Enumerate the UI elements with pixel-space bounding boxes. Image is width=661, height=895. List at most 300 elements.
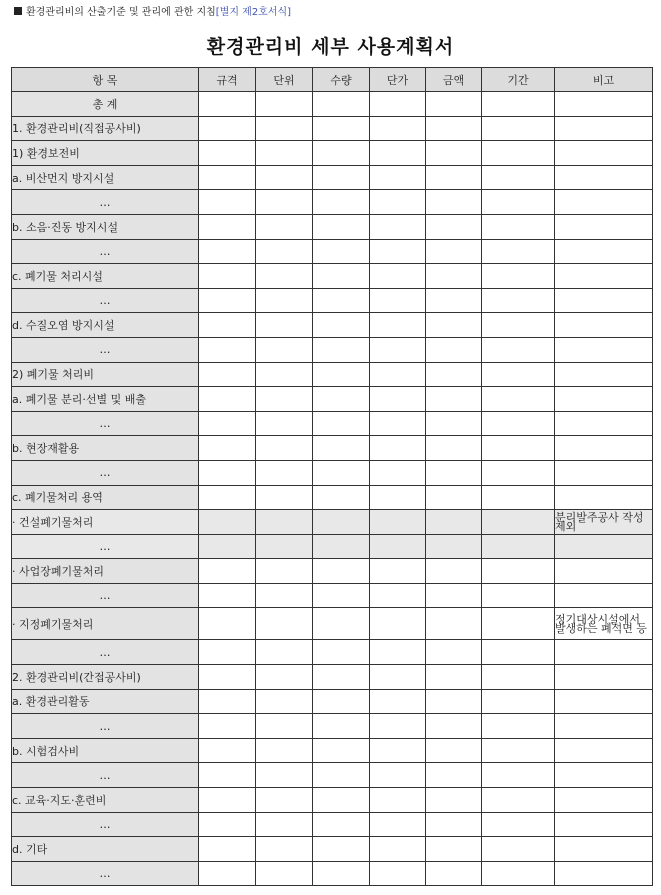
unit-price-cell[interactable] <box>370 239 426 264</box>
period-cell[interactable] <box>482 214 555 239</box>
row-label: … <box>12 534 199 559</box>
amount-cell[interactable] <box>426 411 482 436</box>
period-cell[interactable] <box>482 583 555 608</box>
amount-cell[interactable] <box>426 190 482 215</box>
unit-price-cell[interactable] <box>370 665 426 690</box>
remarks-cell[interactable] <box>555 559 653 584</box>
column-header-unit: 단위 <box>256 68 313 92</box>
spec-cell[interactable] <box>199 288 256 313</box>
unit-price-cell[interactable] <box>370 608 426 640</box>
remarks-cell[interactable] <box>555 763 653 788</box>
spec-cell[interactable] <box>199 214 256 239</box>
remarks-cell[interactable] <box>555 788 653 813</box>
remarks-cell[interactable] <box>555 214 653 239</box>
spec-cell[interactable] <box>199 313 256 338</box>
unit-cell[interactable] <box>256 165 313 190</box>
unit-price-cell[interactable] <box>370 313 426 338</box>
row-label: c. 폐기물처리 용역 <box>12 485 199 510</box>
quantity-cell[interactable] <box>313 214 370 239</box>
amount-cell[interactable] <box>426 337 482 362</box>
column-header-remarks: 비고 <box>555 68 653 92</box>
table-row <box>12 387 653 412</box>
quantity-cell[interactable] <box>313 837 370 862</box>
spec-cell[interactable] <box>199 362 256 387</box>
unit-price-cell[interactable] <box>370 738 426 763</box>
quantity-cell[interactable] <box>313 288 370 313</box>
spec-cell[interactable] <box>199 190 256 215</box>
column-header-spec: 규격 <box>199 68 256 92</box>
spec-cell[interactable] <box>199 436 256 461</box>
quantity-cell[interactable] <box>313 141 370 166</box>
remarks-cell[interactable] <box>555 534 653 559</box>
remarks-cell[interactable] <box>555 812 653 837</box>
amount-cell[interactable] <box>426 510 482 535</box>
unit-price-cell[interactable] <box>370 264 426 289</box>
remarks-cell[interactable] <box>555 738 653 763</box>
amount-cell[interactable] <box>426 738 482 763</box>
row-label: · 사업장폐기물처리 <box>12 559 199 584</box>
amount-cell[interactable] <box>426 141 482 166</box>
quantity-cell[interactable] <box>313 640 370 665</box>
remarks-cell[interactable] <box>555 485 653 510</box>
row-label: a. 환경관리활동 <box>12 689 199 714</box>
row-label: c. 교육·지도·훈련비 <box>12 788 199 813</box>
row-label: … <box>12 763 199 788</box>
remarks-cell[interactable] <box>555 436 653 461</box>
amount-cell[interactable] <box>426 92 482 117</box>
remarks-cell[interactable] <box>555 190 653 215</box>
table-row <box>12 214 653 239</box>
spec-cell[interactable] <box>199 583 256 608</box>
spec-cell[interactable] <box>199 763 256 788</box>
row-label: b. 시험검사비 <box>12 738 199 763</box>
table-row <box>12 485 653 510</box>
unit-cell[interactable] <box>256 608 313 640</box>
unit-price-cell[interactable] <box>370 583 426 608</box>
spec-cell[interactable] <box>199 608 256 640</box>
unit-price-cell[interactable] <box>370 141 426 166</box>
amount-cell[interactable] <box>426 640 482 665</box>
period-cell[interactable] <box>482 738 555 763</box>
remarks-cell[interactable] <box>555 288 653 313</box>
remarks-cell[interactable] <box>555 313 653 338</box>
remarks-cell[interactable] <box>555 264 653 289</box>
period-cell[interactable] <box>482 411 555 436</box>
remarks-cell[interactable] <box>555 665 653 690</box>
spec-cell[interactable] <box>199 485 256 510</box>
unit-cell[interactable] <box>256 411 313 436</box>
row-label: 2) 폐기물 처리비 <box>12 362 199 387</box>
period-cell[interactable] <box>482 362 555 387</box>
table-row <box>12 460 653 485</box>
quantity-cell[interactable] <box>313 510 370 535</box>
period-cell[interactable] <box>482 485 555 510</box>
period-cell[interactable] <box>482 837 555 862</box>
amount-cell[interactable] <box>426 288 482 313</box>
row-label: … <box>12 714 199 739</box>
period-cell[interactable] <box>482 387 555 412</box>
remarks-cell[interactable] <box>555 165 653 190</box>
spec-cell[interactable] <box>199 165 256 190</box>
amount-cell[interactable] <box>426 165 482 190</box>
remarks-cell[interactable] <box>555 861 653 886</box>
row-label: d. 수질오염 방지시설 <box>12 313 199 338</box>
period-cell[interactable] <box>482 534 555 559</box>
period-cell[interactable] <box>482 239 555 264</box>
quantity-cell[interactable] <box>313 362 370 387</box>
spec-cell[interactable] <box>199 640 256 665</box>
amount-cell[interactable] <box>426 608 482 640</box>
unit-cell[interactable] <box>256 763 313 788</box>
unit-cell[interactable] <box>256 460 313 485</box>
unit-price-cell[interactable] <box>370 763 426 788</box>
unit-cell[interactable] <box>256 485 313 510</box>
spec-cell[interactable] <box>199 812 256 837</box>
unit-price-cell[interactable] <box>370 165 426 190</box>
quantity-cell[interactable] <box>313 583 370 608</box>
unit-price-cell[interactable] <box>370 337 426 362</box>
table-row <box>12 239 653 264</box>
period-cell[interactable] <box>482 608 555 640</box>
spec-cell[interactable] <box>199 92 256 117</box>
table-row <box>12 264 653 289</box>
amount-cell[interactable] <box>426 861 482 886</box>
amount-cell[interactable] <box>426 763 482 788</box>
spec-cell[interactable] <box>199 387 256 412</box>
unit-price-cell[interactable] <box>370 460 426 485</box>
quantity-cell[interactable] <box>313 608 370 640</box>
spec-cell[interactable] <box>199 534 256 559</box>
amount-cell[interactable] <box>426 559 482 584</box>
period-cell[interactable] <box>482 288 555 313</box>
quantity-cell[interactable] <box>313 460 370 485</box>
unit-price-cell[interactable] <box>370 788 426 813</box>
table-row <box>12 714 653 739</box>
amount-cell[interactable] <box>426 116 482 141</box>
period-cell[interactable] <box>482 460 555 485</box>
column-header-period: 기간 <box>482 68 555 92</box>
table-row <box>12 788 653 813</box>
quantity-cell[interactable] <box>313 861 370 886</box>
unit-cell[interactable] <box>256 583 313 608</box>
unit-cell[interactable] <box>256 116 313 141</box>
row-label: … <box>12 190 199 215</box>
remarks-cell[interactable] <box>555 689 653 714</box>
period-cell[interactable] <box>482 640 555 665</box>
unit-price-cell[interactable] <box>370 689 426 714</box>
unit-cell[interactable] <box>256 861 313 886</box>
amount-cell[interactable] <box>426 362 482 387</box>
table-row <box>12 313 653 338</box>
quantity-cell[interactable] <box>313 239 370 264</box>
row-label: … <box>12 411 199 436</box>
unit-price-cell[interactable] <box>370 714 426 739</box>
amount-cell[interactable] <box>426 534 482 559</box>
remarks-cell[interactable] <box>555 411 653 436</box>
row-label: c. 폐기물 처리시설 <box>12 264 199 289</box>
unit-price-cell[interactable] <box>370 92 426 117</box>
period-cell[interactable] <box>482 689 555 714</box>
quantity-cell[interactable] <box>313 92 370 117</box>
unit-cell[interactable] <box>256 510 313 535</box>
remarks-cell[interactable] <box>555 141 653 166</box>
unit-cell[interactable] <box>256 436 313 461</box>
quantity-cell[interactable] <box>313 387 370 412</box>
unit-price-cell[interactable] <box>370 812 426 837</box>
period-cell[interactable] <box>482 141 555 166</box>
row-label: a. 비산먼지 방지시설 <box>12 165 199 190</box>
remarks-cell[interactable] <box>555 116 653 141</box>
remarks-cell[interactable] <box>555 239 653 264</box>
row-label: · 건설폐기물처리 <box>12 510 199 535</box>
unit-price-cell[interactable] <box>370 534 426 559</box>
unit-cell[interactable] <box>256 738 313 763</box>
spec-cell[interactable] <box>199 714 256 739</box>
quantity-cell[interactable] <box>313 165 370 190</box>
unit-cell[interactable] <box>256 190 313 215</box>
unit-cell[interactable] <box>256 239 313 264</box>
quantity-cell[interactable] <box>313 738 370 763</box>
row-label: … <box>12 288 199 313</box>
column-header-unit-price: 단가 <box>370 68 426 92</box>
period-cell[interactable] <box>482 190 555 215</box>
column-header-quantity: 수량 <box>313 68 370 92</box>
unit-price-cell[interactable] <box>370 214 426 239</box>
unit-cell[interactable] <box>256 665 313 690</box>
row-label: a. 폐기물 분리·선별 및 배출 <box>12 387 199 412</box>
amount-cell[interactable] <box>426 812 482 837</box>
amount-cell[interactable] <box>426 583 482 608</box>
square-bullet-icon <box>14 7 22 15</box>
amount-cell[interactable] <box>426 313 482 338</box>
table-row <box>12 861 653 886</box>
spec-cell[interactable] <box>199 788 256 813</box>
spec-cell[interactable] <box>199 689 256 714</box>
row-label: b. 현장재활용 <box>12 436 199 461</box>
column-header-item: 항 목 <box>12 68 199 92</box>
table-row <box>12 583 653 608</box>
unit-cell[interactable] <box>256 640 313 665</box>
guideline-name: 환경관리비의 산출기준 및 관리에 관한 지침 <box>26 7 216 18</box>
unit-cell[interactable] <box>256 92 313 117</box>
quantity-cell[interactable] <box>313 190 370 215</box>
unit-price-cell[interactable] <box>370 510 426 535</box>
remarks-cell[interactable] <box>555 583 653 608</box>
amount-cell[interactable] <box>426 460 482 485</box>
unit-cell[interactable] <box>256 264 313 289</box>
table-row <box>12 608 653 640</box>
remarks-cell[interactable] <box>555 714 653 739</box>
unit-price-cell[interactable] <box>370 387 426 412</box>
amount-cell[interactable] <box>426 714 482 739</box>
remarks-note: 정기대상시설에서 발생하는 폐석면 등 <box>555 608 653 640</box>
table-row <box>12 141 653 166</box>
usage-plan-table <box>11 67 653 886</box>
period-cell[interactable] <box>482 812 555 837</box>
unit-cell[interactable] <box>256 313 313 338</box>
quantity-cell[interactable] <box>313 485 370 510</box>
unit-price-cell[interactable] <box>370 362 426 387</box>
amount-cell[interactable] <box>426 788 482 813</box>
row-label: … <box>12 583 199 608</box>
unit-price-cell[interactable] <box>370 411 426 436</box>
row-label: 총 계 <box>12 92 199 117</box>
page-title: 환경관리비 세부 사용계획서 <box>206 36 455 58</box>
period-cell[interactable] <box>482 116 555 141</box>
column-header-amount: 금액 <box>426 68 482 92</box>
quantity-cell[interactable] <box>313 264 370 289</box>
unit-cell[interactable] <box>256 812 313 837</box>
unit-price-cell[interactable] <box>370 288 426 313</box>
period-cell[interactable] <box>482 92 555 117</box>
unit-cell[interactable] <box>256 387 313 412</box>
unit-cell[interactable] <box>256 362 313 387</box>
row-label: … <box>12 337 199 362</box>
remarks-cell[interactable] <box>555 837 653 862</box>
unit-price-cell[interactable] <box>370 436 426 461</box>
spec-cell[interactable] <box>199 116 256 141</box>
quantity-cell[interactable] <box>313 689 370 714</box>
row-label: … <box>12 460 199 485</box>
row-label: 2. 환경관리비(간접공사비) <box>12 665 199 690</box>
table-row <box>12 640 653 665</box>
unit-cell[interactable] <box>256 837 313 862</box>
unit-cell[interactable] <box>256 214 313 239</box>
remarks-cell[interactable] <box>555 387 653 412</box>
period-cell[interactable] <box>482 436 555 461</box>
header-row <box>12 68 653 92</box>
quantity-cell[interactable] <box>313 812 370 837</box>
row-label: … <box>12 812 199 837</box>
quantity-cell[interactable] <box>313 665 370 690</box>
period-cell[interactable] <box>482 313 555 338</box>
unit-cell[interactable] <box>256 714 313 739</box>
quantity-cell[interactable] <box>313 337 370 362</box>
remarks-cell[interactable] <box>555 92 653 117</box>
spec-cell[interactable] <box>199 559 256 584</box>
amount-cell[interactable] <box>426 689 482 714</box>
remarks-cell[interactable] <box>555 640 653 665</box>
row-label: … <box>12 861 199 886</box>
period-cell[interactable] <box>482 510 555 535</box>
table-row <box>12 190 653 215</box>
unit-cell[interactable] <box>256 534 313 559</box>
unit-cell[interactable] <box>256 288 313 313</box>
unit-cell[interactable] <box>256 559 313 584</box>
table-row <box>12 165 653 190</box>
spec-cell[interactable] <box>199 861 256 886</box>
row-label: 1. 환경관리비(직접공사비) <box>12 116 199 141</box>
unit-price-cell[interactable] <box>370 861 426 886</box>
table-row <box>12 534 653 559</box>
remarks-cell[interactable] <box>555 362 653 387</box>
table-row <box>12 288 653 313</box>
remarks-cell[interactable] <box>555 337 653 362</box>
amount-cell[interactable] <box>426 239 482 264</box>
spec-cell[interactable] <box>199 264 256 289</box>
spec-cell[interactable] <box>199 337 256 362</box>
quantity-cell[interactable] <box>313 763 370 788</box>
unit-cell[interactable] <box>256 788 313 813</box>
row-label: b. 소음·진동 방지시설 <box>12 214 199 239</box>
period-cell[interactable] <box>482 665 555 690</box>
period-cell[interactable] <box>482 763 555 788</box>
unit-price-cell[interactable] <box>370 116 426 141</box>
amount-cell[interactable] <box>426 837 482 862</box>
period-cell[interactable] <box>482 559 555 584</box>
row-label: d. 기타 <box>12 837 199 862</box>
table-row <box>12 665 653 690</box>
quantity-cell[interactable] <box>313 116 370 141</box>
period-cell[interactable] <box>482 165 555 190</box>
spec-cell[interactable] <box>199 141 256 166</box>
form-number: [별지 제2호서식] <box>215 7 292 18</box>
amount-cell[interactable] <box>426 387 482 412</box>
amount-cell[interactable] <box>426 214 482 239</box>
spec-cell[interactable] <box>199 837 256 862</box>
table-row <box>12 337 653 362</box>
spec-cell[interactable] <box>199 411 256 436</box>
period-cell[interactable] <box>482 788 555 813</box>
form-reference <box>14 3 291 18</box>
amount-cell[interactable] <box>426 665 482 690</box>
table-row <box>12 116 653 141</box>
table-row <box>12 92 653 117</box>
quantity-cell[interactable] <box>313 714 370 739</box>
remarks-cell[interactable] <box>555 460 653 485</box>
spec-cell[interactable] <box>199 738 256 763</box>
amount-cell[interactable] <box>426 485 482 510</box>
table-row <box>12 837 653 862</box>
row-label: · 지정폐기물처리 <box>12 608 199 640</box>
unit-cell[interactable] <box>256 337 313 362</box>
table-row <box>12 436 653 461</box>
unit-cell[interactable] <box>256 689 313 714</box>
table-row <box>12 763 653 788</box>
quantity-cell[interactable] <box>313 788 370 813</box>
quantity-cell[interactable] <box>313 313 370 338</box>
table-row <box>12 510 653 535</box>
table-row <box>12 738 653 763</box>
unit-price-cell[interactable] <box>370 640 426 665</box>
spec-cell[interactable] <box>199 665 256 690</box>
table-row <box>12 812 653 837</box>
amount-cell[interactable] <box>426 436 482 461</box>
period-cell[interactable] <box>482 264 555 289</box>
amount-cell[interactable] <box>426 264 482 289</box>
table-row <box>12 411 653 436</box>
row-label: … <box>12 239 199 264</box>
row-label: 1) 환경보전비 <box>12 141 199 166</box>
unit-price-cell[interactable] <box>370 559 426 584</box>
quantity-cell[interactable] <box>313 411 370 436</box>
spec-cell[interactable] <box>199 239 256 264</box>
period-cell[interactable] <box>482 714 555 739</box>
quantity-cell[interactable] <box>313 559 370 584</box>
unit-price-cell[interactable] <box>370 837 426 862</box>
spec-cell[interactable] <box>199 510 256 535</box>
unit-price-cell[interactable] <box>370 190 426 215</box>
table-row <box>12 689 653 714</box>
quantity-cell[interactable] <box>313 436 370 461</box>
quantity-cell[interactable] <box>313 534 370 559</box>
period-cell[interactable] <box>482 861 555 886</box>
unit-price-cell[interactable] <box>370 485 426 510</box>
unit-cell[interactable] <box>256 141 313 166</box>
period-cell[interactable] <box>482 337 555 362</box>
spec-cell[interactable] <box>199 460 256 485</box>
table-row <box>12 362 653 387</box>
